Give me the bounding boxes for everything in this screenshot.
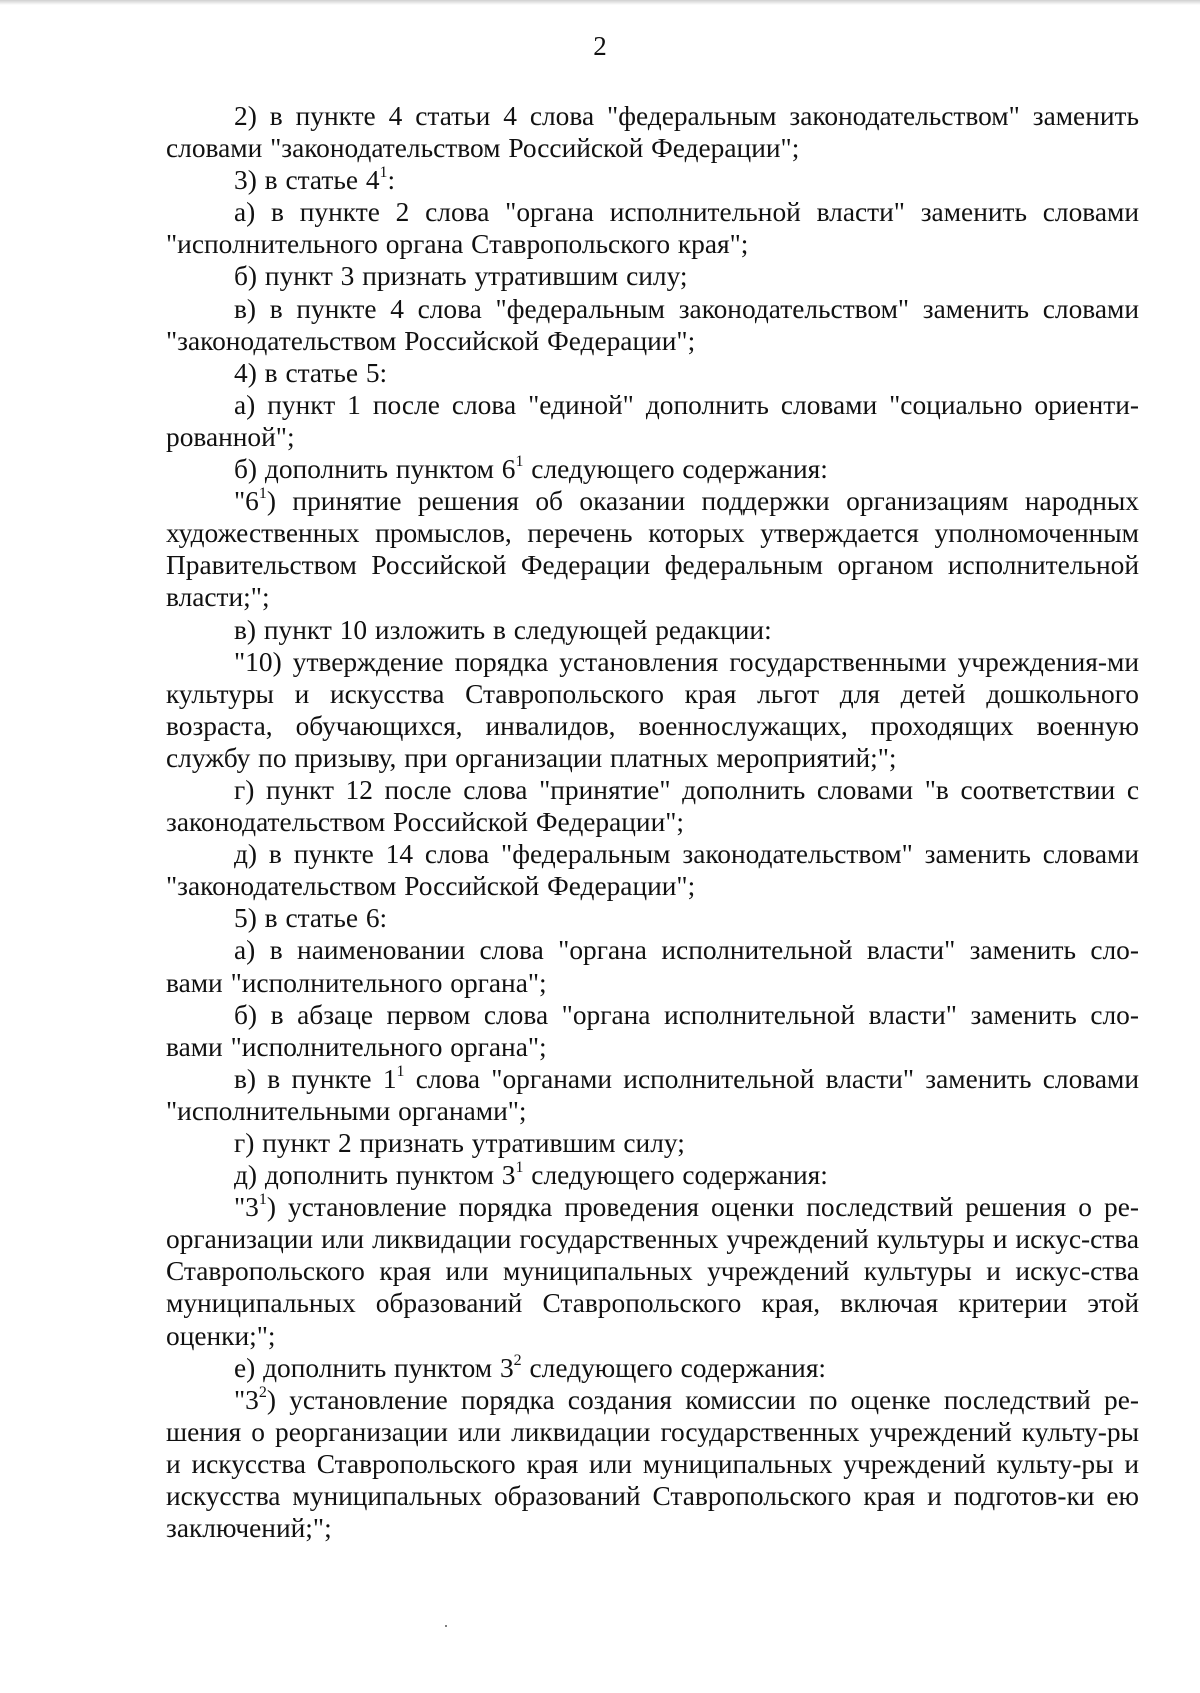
paragraph-text: "6: [234, 486, 259, 517]
document-paragraph: [166, 1352, 1139, 1384]
paragraph-text: ) установление порядка создания комиссии по оценке последствий ре-шения о реорганизации или ликвидации государственных учреждений культу-ры и искусства Ставропольского края или муниципальных учреждений культу-ры и искусства муниципальных образований Ставропольского края и подготов-ки ею заключений;";: [166, 1384, 1139, 1544]
paragraph-text: б) дополнить пунктом 6: [234, 454, 516, 485]
paragraph-text: "3: [234, 1384, 259, 1415]
superscript-index: 1: [515, 1158, 524, 1176]
paragraph-text: б) пункт 3 признать утратившим силу;: [234, 261, 688, 292]
paragraph-text: "3: [234, 1192, 259, 1223]
document-paragraph: [166, 999, 1139, 1063]
paragraph-text: г) пункт 2 признать утратившим силу;: [234, 1128, 685, 1158]
document-paragraph: [166, 389, 1139, 453]
document-paragraph: [166, 485, 1139, 613]
document-paragraph: [166, 1384, 1139, 1544]
paragraph-text: ) принятие решения об оказании поддержки организациям народных художественных промыслов, перечень которых утверждается уполномоченным Правительством Российской Федерации федеральным органом исполнительной власти;";: [166, 486, 1139, 613]
document-body: [166, 100, 1139, 1544]
scan-speck: [445, 1625, 447, 1627]
document-paragraph: [166, 453, 1139, 485]
paragraph-text: д) дополнить пунктом 3: [234, 1160, 516, 1191]
superscript-index: 1: [258, 1191, 267, 1209]
superscript-index: 1: [515, 452, 524, 470]
paragraph-text: следующего содержания:: [521, 1352, 827, 1383]
paragraph-text: г) пункт 12 после слова "принятие" дополнить словами "в соответствии с законодательством Российской Федерации";: [166, 774, 1139, 838]
paragraph-text: 5) в статье 6:: [234, 903, 388, 934]
document-paragraph: [166, 902, 1139, 934]
document-paragraph: [166, 100, 1139, 164]
paragraph-text: 3) в статье 4: [234, 165, 380, 196]
paragraph-text: "10) утверждение порядка установления государственными учреждения-ми культуры и искусства Ставропольского края льгот для детей дошкольного возраста, обучающихся, инвалидов, военнослужащих, проходящих военную службу по призыву, при организации платных мероприятий;";: [166, 646, 1139, 773]
superscript-index: 1: [258, 485, 267, 502]
superscript-index: 1: [379, 164, 388, 182]
paragraph-text: в) в пункте 1: [234, 1063, 397, 1094]
superscript-index: 2: [513, 1351, 522, 1369]
paragraph-text: следующего содержания:: [523, 454, 828, 485]
document-paragraph: [166, 196, 1139, 260]
paragraph-text: а) пункт 1 после слова "единой" дополнить словами "социально ориенти-рованной";: [166, 389, 1139, 452]
paragraph-text: в) в пункте 4 слова "федеральным законодательством" заменить словами "законодательством Российской Федерации";: [166, 293, 1139, 356]
paragraph-text: 2) в пункте 4 статьи 4 слова "федеральным законодательством" заменить словами "законодательством Российской Федерации";: [166, 101, 1139, 164]
paragraph-text: а) в пункте 2 слова "органа исполнительной власти" заменить словами "исполнительного органа Ставропольского края";: [166, 197, 1139, 260]
document-paragraph: [166, 293, 1139, 357]
paragraph-text: следующего содержания:: [523, 1160, 828, 1191]
document-paragraph: [166, 646, 1139, 774]
document-paragraph: [166, 1063, 1139, 1127]
paragraph-text: а) в наименовании слова "органа исполнительной власти" заменить сло-вами "исполнительного органа";: [166, 935, 1139, 998]
document-paragraph: [166, 1127, 1139, 1159]
document-paragraph: [166, 774, 1139, 838]
paragraph-text: :: [387, 165, 396, 196]
paragraph-text: е) дополнить пунктом 3: [234, 1352, 514, 1383]
document-paragraph: [166, 934, 1139, 998]
scan-top-edge: [0, 0, 1200, 5]
paragraph-text: слова "органами исполнительной власти" заменить словами "исполнительными органами";: [166, 1063, 1139, 1126]
document-paragraph: [166, 838, 1139, 902]
paragraph-text: ) установление порядка проведения оценки последствий решения о ре-организации или ликвидации государственных учреждений культуры и искус-ства Ставропольского края или муниципальных учреждений культуры и искус-ства муниципальных образований Ставропольского края, включая критерии этой оценки;";: [166, 1192, 1139, 1351]
document-paragraph: [166, 357, 1139, 389]
page-number: 2: [593, 31, 607, 61]
paragraph-text: 4) в статье 5:: [234, 357, 388, 388]
paragraph-text: д) в пункте 14 слова "федеральным законодательством" заменить словами "законодательством Российской Федерации";: [166, 839, 1139, 902]
document-paragraph: [166, 164, 1139, 196]
superscript-index: 1: [396, 1062, 405, 1080]
document-paragraph: [166, 1159, 1139, 1191]
paragraph-text: б) в абзаце первом слова "органа исполнительной власти" заменить сло-вами "исполнительного органа";: [166, 999, 1139, 1062]
document-paragraph: [166, 1191, 1139, 1351]
superscript-index: 2: [258, 1383, 267, 1401]
document-paragraph: [166, 614, 1139, 646]
document-paragraph: [166, 260, 1139, 292]
paragraph-text: в) пункт 10 изложить в следующей редакции:: [234, 614, 772, 645]
